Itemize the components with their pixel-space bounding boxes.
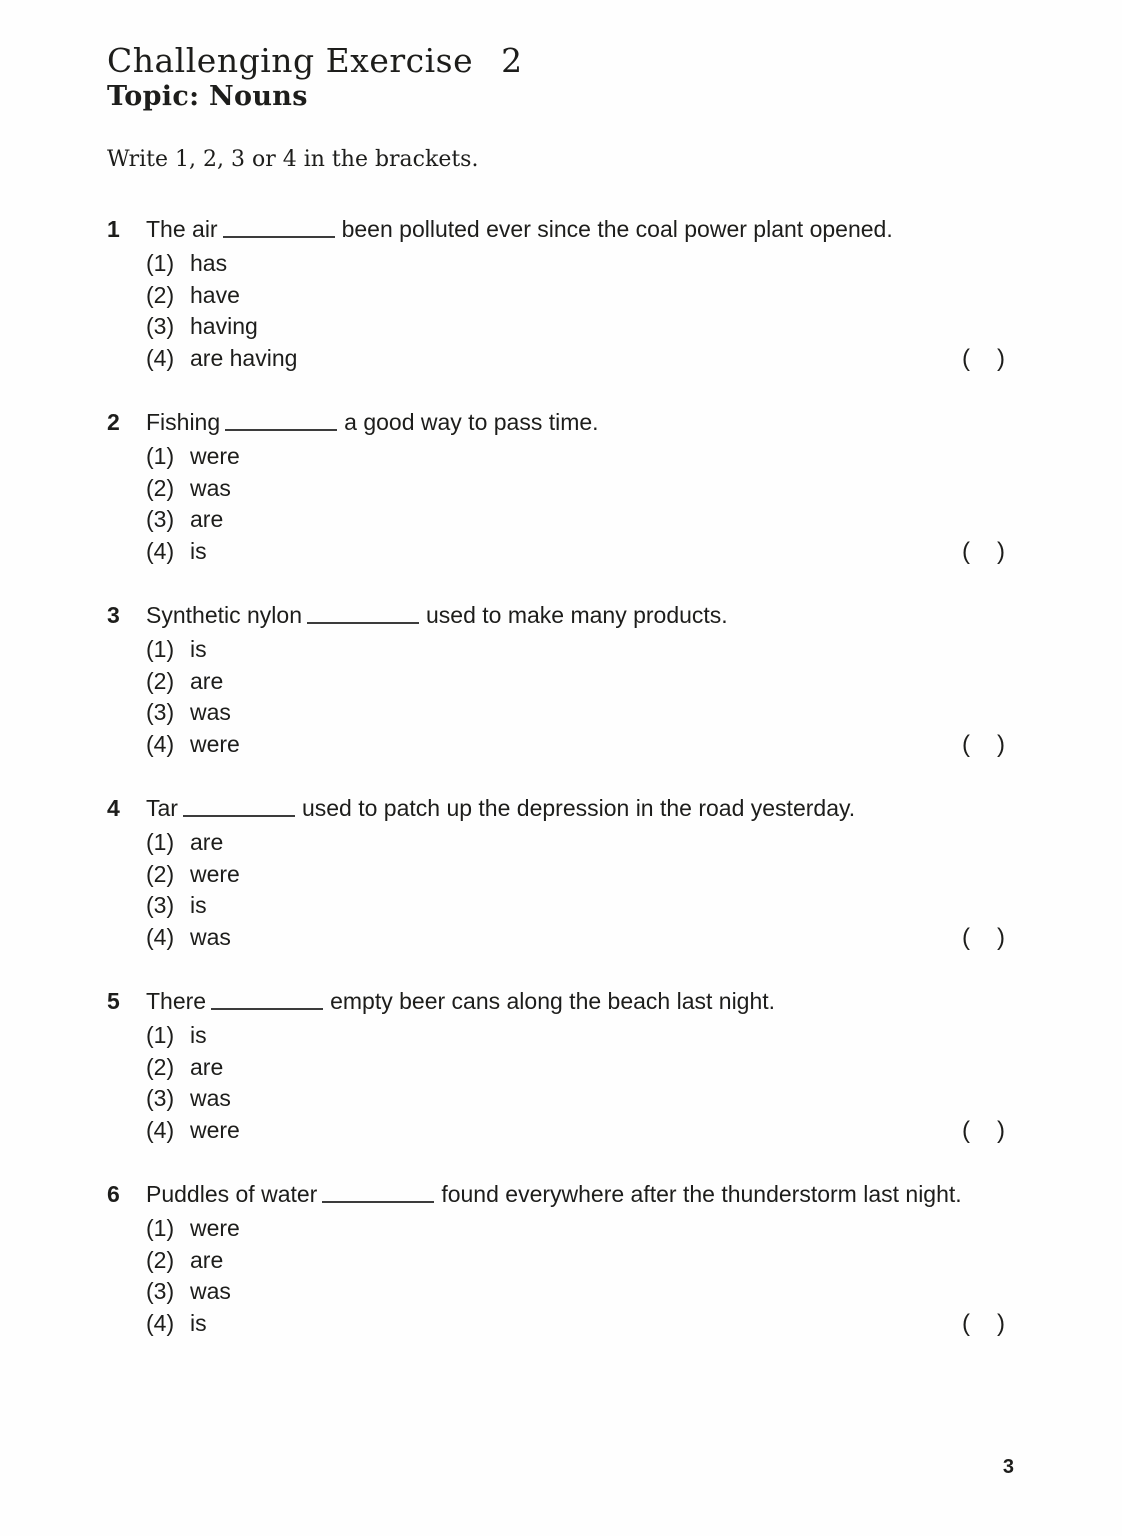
option-2 (146, 280, 1005, 312)
option-label: (3) (146, 892, 175, 918)
question-text (146, 211, 893, 247)
answer-bracket (962, 922, 1005, 954)
question-stem (107, 404, 1005, 440)
option-3 (146, 1083, 1005, 1115)
option-3 (146, 311, 1005, 343)
option-list (107, 634, 1005, 760)
exercise-title-text: Challenging Exercise (107, 41, 474, 80)
option-1 (146, 634, 1005, 666)
option-label: (2) (146, 1246, 175, 1273)
option-text: are having (190, 344, 298, 371)
stem-after-blank: been polluted ever since the coal power plant opened. (341, 216, 893, 242)
stem-after-blank: used to make many products. (425, 602, 728, 628)
answer-blank (307, 622, 419, 624)
bracket-close: ) (997, 1116, 1005, 1144)
answer-blank (183, 815, 295, 817)
question-number: 1 (107, 216, 120, 242)
option-text: have (190, 281, 240, 308)
answer-bracket (962, 343, 1005, 375)
bracket-close: ) (997, 1309, 1005, 1337)
question-1 (107, 211, 1005, 374)
option-label: (4) (146, 1309, 175, 1336)
option-text: has (190, 250, 228, 276)
option-label: (2) (146, 281, 175, 308)
option-label: (3) (146, 1085, 175, 1111)
option-text: were (190, 1215, 240, 1241)
option-list (107, 248, 1005, 374)
option-label: (4) (146, 730, 175, 757)
question-3 (107, 597, 1005, 760)
option-text: is (190, 1022, 207, 1048)
option-text: are (190, 1053, 224, 1080)
question-4 (107, 790, 1005, 953)
answer-blank (223, 236, 335, 238)
option-label: (2) (146, 1053, 175, 1080)
question-text (146, 597, 728, 633)
option-label: (2) (146, 860, 175, 887)
option-4 (146, 729, 1005, 761)
bracket-open: ( (962, 344, 970, 372)
bracket-close: ) (997, 730, 1005, 758)
option-list (107, 1213, 1005, 1339)
option-1 (146, 441, 1005, 473)
option-text: having (190, 313, 258, 339)
option-4 (146, 536, 1005, 568)
option-text: were (190, 860, 240, 887)
option-text: are (190, 506, 224, 532)
option-1 (146, 248, 1005, 280)
question-list (107, 211, 1005, 1339)
bracket-close: ) (997, 344, 1005, 372)
page-title (107, 42, 1005, 80)
option-label: (4) (146, 537, 175, 564)
question-number: 4 (107, 795, 120, 821)
option-label: (1) (146, 250, 175, 276)
option-text: were (190, 443, 240, 469)
stem-after-blank: a good way to pass time. (344, 409, 599, 435)
instruction-text: Write 1, 2, 3 or 4 in the brackets. (107, 147, 479, 172)
answer-bracket (962, 1115, 1005, 1147)
option-label: (1) (146, 636, 175, 662)
stem-before-blank: The air (146, 216, 218, 242)
option-text: are (190, 829, 224, 855)
option-list (107, 1020, 1005, 1146)
option-label: (1) (146, 1215, 175, 1241)
option-text: is (190, 1309, 207, 1336)
option-4 (146, 343, 1005, 375)
stem-before-blank: Fishing (146, 409, 221, 435)
question-5 (107, 983, 1005, 1146)
option-text: was (190, 1278, 231, 1304)
question-stem (107, 1176, 1005, 1212)
bracket-close: ) (997, 537, 1005, 565)
bracket-open: ( (962, 1309, 970, 1337)
option-text: were (190, 730, 240, 757)
question-6 (107, 1176, 1005, 1339)
answer-blank (225, 429, 337, 431)
option-4 (146, 922, 1005, 954)
option-3 (146, 1276, 1005, 1308)
answer-bracket (962, 536, 1005, 568)
option-text: was (190, 923, 231, 950)
option-2 (146, 859, 1005, 891)
question-number: 3 (107, 602, 120, 628)
option-text: was (190, 699, 231, 725)
option-label: (2) (146, 474, 175, 501)
question-text (146, 404, 599, 440)
question-number: 5 (107, 988, 120, 1014)
bracket-open: ( (962, 537, 970, 565)
option-1 (146, 1213, 1005, 1245)
option-text: was (190, 474, 231, 501)
topic-heading: Topic: Nouns (107, 81, 308, 112)
option-text: is (190, 892, 207, 918)
option-text: are (190, 1246, 224, 1273)
option-label: (3) (146, 313, 175, 339)
option-label: (1) (146, 1022, 175, 1048)
option-label: (4) (146, 1116, 175, 1143)
option-4 (146, 1308, 1005, 1340)
stem-after-blank: empty beer cans along the beach last night. (330, 988, 776, 1014)
option-list (107, 827, 1005, 953)
option-1 (146, 1020, 1005, 1052)
question-text (146, 790, 855, 826)
question-stem (107, 983, 1005, 1019)
option-label: (1) (146, 443, 175, 469)
question-number: 2 (107, 409, 120, 435)
stem-before-blank: Synthetic nylon (146, 602, 302, 628)
bracket-open: ( (962, 923, 970, 951)
question-number: 6 (107, 1181, 120, 1207)
answer-bracket (962, 1308, 1005, 1340)
stem-before-blank: There (146, 988, 207, 1014)
option-label: (3) (146, 506, 175, 532)
option-label: (1) (146, 829, 175, 855)
option-label: (3) (146, 699, 175, 725)
option-text: are (190, 667, 224, 694)
bracket-close: ) (997, 923, 1005, 951)
page-number: 3 (1002, 1456, 1014, 1478)
answer-blank (322, 1201, 434, 1203)
option-4 (146, 1115, 1005, 1147)
answer-blank (211, 1008, 323, 1010)
stem-before-blank: Puddles of water (146, 1181, 318, 1207)
option-text: is (190, 537, 207, 564)
stem-after-blank: found everywhere after the thunderstorm last night. (441, 1181, 962, 1207)
option-2 (146, 1052, 1005, 1084)
question-text (146, 1176, 962, 1212)
option-1 (146, 827, 1005, 859)
option-2 (146, 473, 1005, 505)
option-text: were (190, 1116, 240, 1143)
option-2 (146, 1245, 1005, 1277)
option-3 (146, 890, 1005, 922)
option-label: (3) (146, 1278, 175, 1304)
option-3 (146, 504, 1005, 536)
option-2 (146, 666, 1005, 698)
option-text: is (190, 636, 207, 662)
question-stem (107, 597, 1005, 633)
question-2 (107, 404, 1005, 567)
question-text (146, 983, 775, 1019)
option-label: (4) (146, 344, 175, 371)
bracket-open: ( (962, 1116, 970, 1144)
exercise-number: 2 (501, 41, 523, 80)
bracket-open: ( (962, 730, 970, 758)
question-stem (107, 211, 1005, 247)
option-label: (4) (146, 923, 175, 950)
option-label: (2) (146, 667, 175, 694)
option-list (107, 441, 1005, 567)
stem-before-blank: Tar (146, 795, 178, 821)
answer-bracket (962, 729, 1005, 761)
stem-after-blank: used to patch up the depression in the road yesterday. (301, 795, 856, 821)
option-3 (146, 697, 1005, 729)
option-text: was (190, 1085, 231, 1111)
question-stem (107, 790, 1005, 826)
